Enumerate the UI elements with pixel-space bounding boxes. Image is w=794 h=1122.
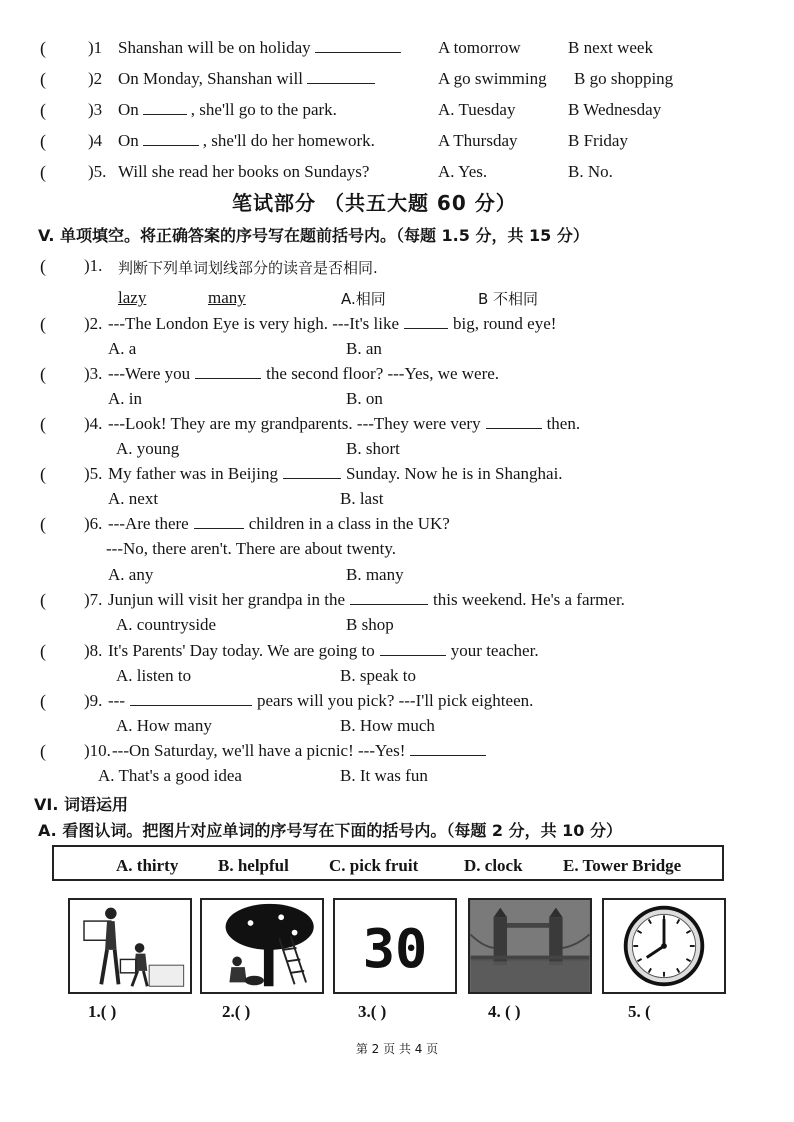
option-a: A.相同 <box>341 290 386 308</box>
question-pre: ---Were you <box>108 364 191 383</box>
question-number: )9. <box>84 691 103 710</box>
question-number: )1 <box>88 38 103 57</box>
question-pre: --- <box>108 691 125 710</box>
question-text <box>108 364 499 384</box>
question-text <box>118 69 379 89</box>
question-text <box>108 314 556 334</box>
question-post: children in a class in the UK? <box>248 514 450 533</box>
word-option-d: D. clock <box>464 856 523 875</box>
option-b: B next week <box>568 38 653 57</box>
answer-slot-4: 4. ( ) <box>488 1002 521 1021</box>
question-number: )2. <box>84 314 103 333</box>
answer-blank <box>410 741 486 756</box>
question-number: )4. <box>84 414 103 433</box>
question-text <box>108 590 625 610</box>
option-b: B. No. <box>568 162 613 181</box>
question-text <box>112 741 491 761</box>
picture-thirty <box>333 898 457 994</box>
answer-paren-open: ( <box>40 131 46 151</box>
question-pre: On <box>118 131 139 150</box>
option-b: B Friday <box>568 131 628 150</box>
option-b: B. on <box>346 389 383 408</box>
pick-fruit-image <box>202 900 322 992</box>
question-text <box>108 641 539 661</box>
option-b: B. last <box>340 489 384 508</box>
word-many: many <box>208 288 246 307</box>
question-number: )6. <box>84 514 103 533</box>
answer-blank <box>130 691 252 706</box>
option-a: A tomorrow <box>438 38 521 57</box>
answer-blank <box>486 414 542 429</box>
question-number: )4 <box>88 131 103 150</box>
question-text <box>108 691 533 711</box>
option-a: A. next <box>108 489 159 508</box>
answer-paren-open: ( <box>40 464 46 484</box>
answer-blank <box>350 590 428 605</box>
question-post: the second floor? ---Yes, we were. <box>266 364 500 383</box>
answer-paren-open: ( <box>40 514 46 534</box>
written-part-heading: 笔试部分 （共五大题 60 分） <box>232 191 517 215</box>
helpful-people-image <box>70 900 190 992</box>
question-pre: ---The London Eye is very high. ---It's like <box>108 314 400 333</box>
question-post: pears will you pick? ---I'll pick eighteen. <box>256 691 534 710</box>
option-a: A. young <box>116 439 180 458</box>
question-text <box>118 162 369 182</box>
number-thirty-text: 30 <box>362 917 428 981</box>
answer-blank <box>380 641 446 656</box>
option-a: A. Tuesday <box>438 100 516 119</box>
word-option-e: E. Tower Bridge <box>563 856 682 875</box>
answer-paren-open: ( <box>40 641 46 661</box>
answer-slot-3: 3.( ) <box>358 1002 387 1021</box>
tower-bridge-image <box>470 900 590 992</box>
answer-blank <box>194 514 244 529</box>
option-b: B. speak to <box>340 666 417 685</box>
question-post: your teacher. <box>450 641 539 660</box>
word-bank-box <box>52 845 724 881</box>
word-option-c: C. pick fruit <box>329 856 419 875</box>
question-pre: On Monday, Shanshan will <box>118 69 303 88</box>
option-b: B. How much <box>340 716 435 735</box>
option-a: A. How many <box>116 716 212 735</box>
question-text <box>118 38 405 58</box>
answer-blank <box>143 100 187 115</box>
answer-blank <box>143 131 199 146</box>
option-a: A go swimming <box>438 69 547 88</box>
question-number: )10. <box>84 741 111 760</box>
question-post: then. <box>546 414 581 433</box>
answer-paren-open: ( <box>40 364 46 384</box>
answer-paren-open: ( <box>40 69 46 89</box>
section-vi-a-instructions: A. 看图认词。把图片对应单词的序号写在下面的括号内。（每题 2 分，共 10 分） <box>38 821 623 840</box>
option-b: B 不相同 <box>478 290 539 308</box>
option-b: B. short <box>346 439 400 458</box>
section-vi-title: VI. 词语运用 <box>34 795 128 814</box>
option-b: B. an <box>346 339 382 358</box>
question-number: )8. <box>84 641 103 660</box>
question-text: 判断下列单词划线部分的读音是否相同. <box>118 259 378 277</box>
answer-paren-open: ( <box>40 691 46 711</box>
option-a: A. Yes. <box>438 162 488 181</box>
question-number: )5. <box>88 162 107 181</box>
question-post: big, round eye! <box>453 314 557 333</box>
question-number: )2 <box>88 69 103 88</box>
question-pre: ---Are there <box>108 514 189 533</box>
clock-image <box>604 900 724 992</box>
answer-paren-open: ( <box>40 100 46 120</box>
number-thirty-image <box>335 900 455 992</box>
picture-tower-bridge <box>468 898 592 994</box>
word-lazy: lazy <box>118 288 147 307</box>
option-a: A. listen to <box>116 666 192 685</box>
option-b: B. many <box>346 565 404 584</box>
answer-blank <box>195 364 261 379</box>
answer-slot-5: 5. ( <box>628 1002 651 1021</box>
answer-paren-open: ( <box>40 414 46 434</box>
question-number: )3 <box>88 100 103 119</box>
option-a: A. in <box>108 389 142 408</box>
answer-paren-open: ( <box>40 256 46 276</box>
question-text <box>108 414 580 434</box>
question-pre: Junjun will visit her grandpa in the <box>108 590 346 609</box>
option-a: A. a <box>108 339 137 358</box>
answer-paren-open: ( <box>40 38 46 58</box>
question-pre: On <box>118 100 139 119</box>
question-pre: It's Parents' Day today. We are going to <box>108 641 375 660</box>
question-pre: Will she read her books on Sundays? <box>118 162 370 181</box>
option-a: A. countryside <box>116 615 217 634</box>
question-post: Sunday. Now he is in Shanghai. <box>345 464 563 483</box>
question-number: )1. <box>84 256 103 275</box>
option-a: A. any <box>108 565 154 584</box>
question-post: , she'll do her homework. <box>202 131 375 150</box>
answer-paren-open: ( <box>40 314 46 334</box>
question-pre: ---On Saturday, we'll have a picnic! ---Yes! <box>112 741 406 760</box>
picture-helpful-people <box>68 898 192 994</box>
answer-slot-1: 1.( ) <box>88 1002 117 1021</box>
answer-paren-open: ( <box>40 162 46 182</box>
question-post: , she'll go to the park. <box>190 100 337 119</box>
option-b: B. It was fun <box>340 766 428 785</box>
answer-slot-2: 2.( ) <box>222 1002 251 1021</box>
question-post: this weekend. He's a farmer. <box>433 590 625 609</box>
option-b: B Wednesday <box>568 100 662 119</box>
answer-blank <box>307 69 375 84</box>
question-number: )5. <box>84 464 103 483</box>
option-b: B go shopping <box>574 69 674 88</box>
page-footer: 第 2 页 共 4 页 <box>355 1042 439 1056</box>
option-a: A. That's a good idea <box>98 766 242 785</box>
picture-pick-fruit <box>200 898 324 994</box>
question-text <box>118 100 337 120</box>
answer-blank <box>315 38 401 53</box>
question-text <box>108 514 450 534</box>
question-text <box>108 464 563 484</box>
question-number: )3. <box>84 364 103 383</box>
question-line-2: ---No, there aren't. There are about twenty. <box>106 539 397 558</box>
answer-paren-open: ( <box>40 741 46 761</box>
picture-clock <box>602 898 726 994</box>
question-pre: ---Look! They are my grandparents. ---They were very <box>108 414 481 433</box>
option-a: A Thursday <box>438 131 518 150</box>
question-number: )7. <box>84 590 103 609</box>
word-option-b: B. helpful <box>218 856 289 875</box>
answer-blank <box>404 314 448 329</box>
option-b: B shop <box>346 615 394 634</box>
section-v-title: V. 单项填空。将正确答案的序号写在题前括号内。（每题 1.5 分，共 15 分） <box>38 226 589 245</box>
answer-blank <box>283 464 341 479</box>
question-pre: My father was in Beijing <box>108 464 278 483</box>
word-option-a: A. thirty <box>116 856 179 875</box>
question-text <box>118 131 375 151</box>
question-pre: Shanshan will be on holiday <box>118 38 311 57</box>
answer-paren-open: ( <box>40 590 46 610</box>
